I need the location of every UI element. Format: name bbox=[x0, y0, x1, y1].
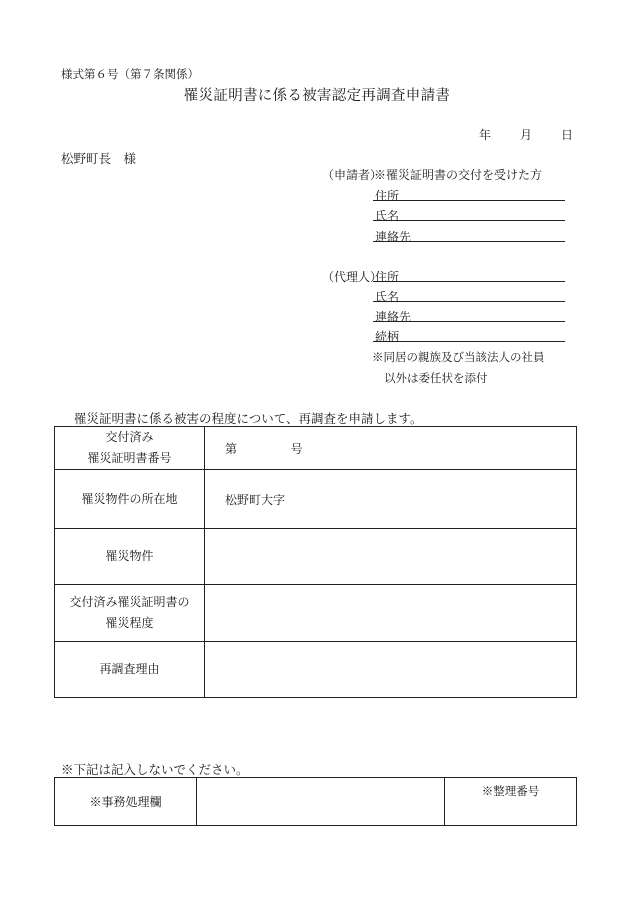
property-row bbox=[55, 529, 577, 585]
request-statement: 罹災証明書に係る被害の程度について、再調査を申請します。 bbox=[74, 411, 423, 426]
reference-number-cell bbox=[445, 778, 577, 826]
applicant-note: ※罹災証明書の交付を受けた方 bbox=[374, 168, 543, 182]
applicant-address-label: 住所 bbox=[375, 189, 400, 203]
location-label: 罹災物件の所在地 bbox=[55, 470, 205, 529]
cert-number-label-line1: 交付済み bbox=[105, 430, 154, 444]
cert-number-label-line2: 罹災証明書番号 bbox=[87, 451, 172, 465]
cert-number-field[interactable] bbox=[205, 427, 577, 470]
property-label: 罹災物件 bbox=[55, 529, 205, 585]
agent-name-label: 氏名 bbox=[375, 290, 400, 304]
degree-label-line2: 罹災程度 bbox=[105, 616, 154, 630]
form-number: 様式第６号（第７条関係） bbox=[61, 67, 199, 81]
location-row bbox=[55, 470, 577, 529]
agent-note-line2: 以外は委任状を添付 bbox=[384, 371, 488, 385]
date-year-label: 年 bbox=[479, 128, 492, 142]
addressee: 松野町長 様 bbox=[61, 151, 137, 166]
applicant-contact-label: 連絡先 bbox=[375, 230, 412, 244]
office-use-row bbox=[55, 778, 577, 826]
application-table bbox=[54, 426, 577, 698]
agent-contact-label: 連絡先 bbox=[375, 310, 412, 324]
agent-note-line1: ※同居の親族及び当該法人の社員 bbox=[372, 350, 545, 364]
property-field[interactable] bbox=[205, 529, 577, 585]
date-month-label: 月 bbox=[520, 128, 533, 142]
cert-number-prefix: 第 bbox=[225, 441, 238, 456]
agent-tag: （代理人） bbox=[322, 270, 383, 284]
office-use-label: ※事務処理欄 bbox=[55, 778, 197, 826]
degree-label bbox=[55, 585, 205, 642]
office-use-table bbox=[54, 777, 577, 826]
reason-row bbox=[55, 642, 577, 698]
agent-name-field[interactable] bbox=[373, 301, 565, 302]
agent-relationship-label: 続柄 bbox=[375, 330, 400, 344]
document-title: 罹災証明書に係る被害認定再調査申請書 bbox=[183, 88, 451, 104]
cert-number-row bbox=[55, 427, 577, 470]
applicant-contact-field[interactable] bbox=[373, 241, 565, 242]
reason-field[interactable] bbox=[205, 642, 577, 698]
reason-label: 再調査理由 bbox=[55, 642, 205, 698]
agent-contact-field[interactable] bbox=[373, 321, 565, 322]
degree-label-line1: 交付済み罹災証明書の bbox=[69, 595, 190, 609]
agent-address-label: 住所 bbox=[375, 270, 400, 284]
cert-number-label bbox=[55, 427, 205, 470]
applicant-name-label: 氏名 bbox=[375, 209, 400, 223]
degree-field[interactable] bbox=[205, 585, 577, 642]
agent-address-field[interactable] bbox=[373, 281, 565, 282]
reference-number-label: ※整理番号 bbox=[481, 784, 540, 798]
date-day-label: 日 bbox=[561, 128, 574, 142]
agent-relationship-field[interactable] bbox=[373, 341, 565, 342]
cert-number-suffix: 号 bbox=[290, 441, 303, 456]
applicant-name-field[interactable] bbox=[373, 220, 565, 221]
degree-row bbox=[55, 585, 577, 642]
applicant-tag: （申請者） bbox=[322, 168, 383, 182]
office-instruction: ※下記は記入しないでください。 bbox=[61, 762, 249, 777]
location-value: 松野町大字 bbox=[225, 492, 286, 507]
applicant-address-field[interactable] bbox=[373, 200, 565, 201]
location-field[interactable] bbox=[205, 470, 577, 529]
office-use-field bbox=[197, 778, 445, 826]
